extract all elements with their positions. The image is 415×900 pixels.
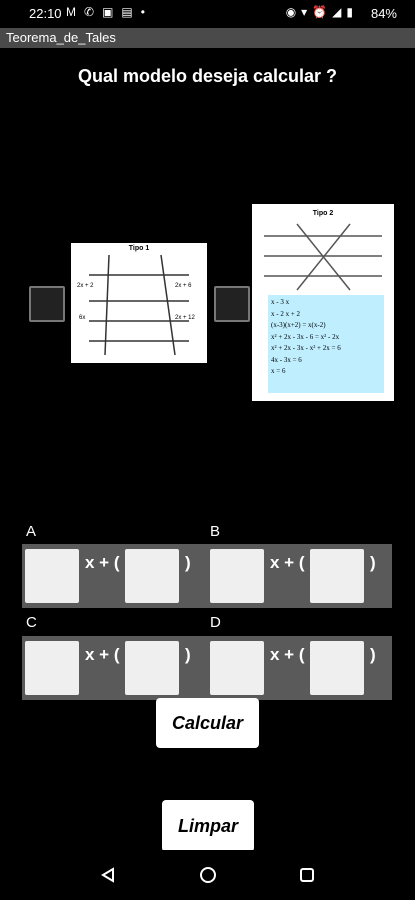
label-c: C: [26, 614, 37, 631]
field-c-close: ): [185, 645, 191, 664]
model-1-caption: Tipo 1: [128, 245, 150, 252]
model-1-label-c: 6x: [79, 315, 86, 321]
field-a-xplus: x + (: [85, 553, 120, 572]
sms-icon: ▤: [121, 5, 133, 19]
app-title: Teorema_de_Tales: [6, 30, 116, 45]
field-b-coefficient[interactable]: [210, 549, 264, 603]
calcular-button[interactable]: Calcular: [156, 698, 259, 748]
model-1-label-b: 2x + 6: [175, 283, 192, 289]
back-icon[interactable]: [93, 860, 123, 890]
app-title-bar: [0, 28, 415, 48]
field-c-coefficient[interactable]: [25, 641, 79, 695]
field-a-close: ): [185, 553, 191, 572]
model-1-label-a: 2x + 2: [77, 283, 94, 289]
system-icons: [286, 5, 353, 19]
model-2-equations: [268, 295, 384, 393]
model-1-diagram: [71, 243, 207, 363]
eq-line: x - 3 x: [271, 298, 290, 306]
question-heading: Qual modelo deseja calcular ?: [77, 66, 338, 86]
field-c-constant[interactable]: [125, 641, 179, 695]
field-b-constant[interactable]: [310, 549, 364, 603]
eye-icon: ◉: [285, 5, 297, 19]
model-2-checkbox[interactable]: [214, 286, 250, 322]
model-1-image: [71, 243, 207, 363]
battery-level: 84%: [370, 6, 397, 21]
field-d-coefficient[interactable]: [210, 641, 264, 695]
field-d-close: ): [370, 645, 376, 664]
recents-icon[interactable]: [292, 860, 322, 890]
eq-line: x = 6: [271, 367, 286, 375]
field-b-close: ): [370, 553, 376, 572]
label-a: A: [26, 523, 37, 540]
eq-line: x² + 2x - 3x - 6 = x² - 2x: [271, 332, 340, 341]
field-row-a: [22, 544, 207, 608]
gmail-icon: M: [66, 5, 76, 19]
status-time: 22:10: [29, 6, 62, 21]
eq-line: x² + 2x - 3x - x² + 2x = 6: [271, 344, 341, 352]
field-c-xplus: x + (: [85, 645, 120, 664]
field-a-constant[interactable]: [125, 549, 179, 603]
notification-icons: [66, 5, 145, 19]
wifi-icon: ▾: [301, 5, 308, 19]
limpar-button[interactable]: Limpar: [162, 800, 254, 852]
eq-line: (x-3)(x+2) = x(x-2): [271, 321, 326, 329]
battery-icon: ▮: [346, 5, 353, 19]
phone-icon: ✆: [84, 5, 95, 19]
eq-line: 4x - 3x = 6: [271, 355, 302, 364]
field-row-b: [207, 544, 392, 608]
status-bar: [0, 0, 415, 28]
dot-icon: •: [140, 5, 145, 19]
alarm-icon: ⏰: [312, 5, 328, 19]
image-icon: ▣: [102, 5, 114, 19]
model-1-checkbox[interactable]: [29, 286, 65, 322]
field-b-xplus: x + (: [270, 553, 305, 572]
label-d: D: [210, 614, 221, 631]
model-1-label-d: 2x + 12: [175, 315, 195, 321]
field-d-constant[interactable]: [310, 641, 364, 695]
eq-line: x - 2 x + 2: [271, 309, 301, 318]
system-nav-bar: [0, 850, 415, 900]
field-row-c: [22, 636, 207, 700]
field-d-xplus: x + (: [270, 645, 305, 664]
field-a-coefficient[interactable]: [25, 549, 79, 603]
signal-icon: ◢: [332, 5, 342, 19]
model-2-image: [252, 204, 394, 401]
home-icon[interactable]: [193, 860, 223, 890]
field-row-d: [207, 636, 392, 700]
label-b: B: [210, 523, 221, 540]
model-2-caption: Tipo 2: [312, 210, 334, 217]
